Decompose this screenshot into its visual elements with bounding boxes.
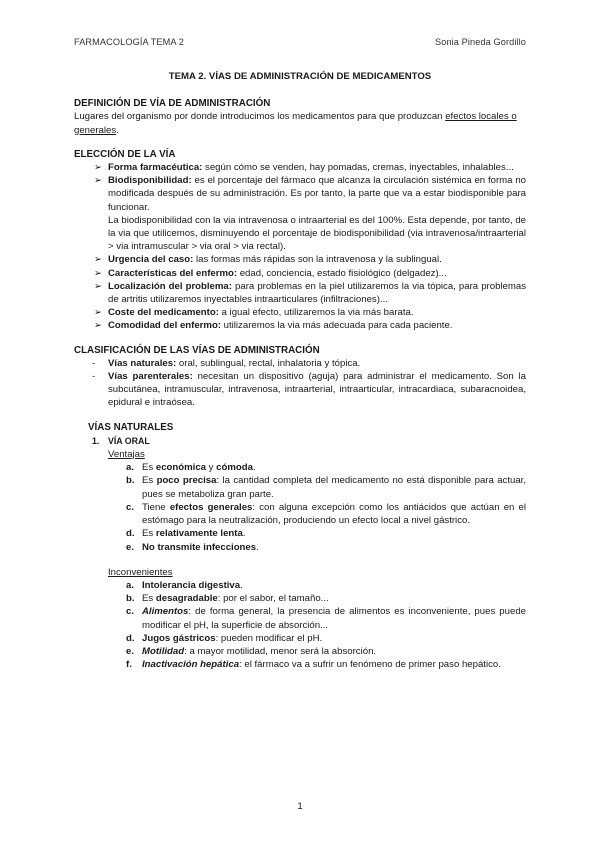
- item-text: : por el sabor, el tamaño...: [217, 593, 329, 605]
- list-item: [126, 605, 526, 631]
- list-item: [126, 645, 526, 658]
- dash-bullet: -: [92, 357, 96, 369]
- list-item: [94, 267, 526, 280]
- item-text: para problemas en la piel utilizaremos la via tópica, para problemas de artritis utilizaremos inyectables intraarticulares (infiltraciones)...: [108, 280, 526, 306]
- item-text: edad, conciencia, estado fisiológico (delgadez)...: [237, 267, 447, 279]
- section-heading: DEFINICIÓN DE VÍA DE ADMINISTRACIÓN: [74, 98, 271, 110]
- item-letter: e.: [126, 645, 135, 657]
- ventajas-label: Ventajas: [108, 449, 145, 461]
- item-text: .: [256, 541, 259, 553]
- section-naturales: [74, 421, 526, 672]
- item-letter: a.: [126, 579, 135, 591]
- item-term: Vías parenterales:: [108, 371, 193, 383]
- emphasis-text: Jugos gástricos: [142, 632, 216, 644]
- page-content: [74, 70, 526, 671]
- list-item: [92, 370, 526, 410]
- emphasis-text: poco precisa: [156, 475, 217, 487]
- number: 1.: [92, 435, 100, 446]
- arrow-bullet: ➢: [94, 254, 103, 266]
- emphasis-text: Alimentos: [142, 606, 189, 618]
- item-text: Es: [142, 528, 156, 540]
- emphasis-text: económica: [155, 462, 206, 474]
- item-text: .: [252, 462, 256, 474]
- sub-heading: VÍA ORAL: [108, 435, 150, 446]
- item-extra: La biodisponibilidad con la via intravenosa o intraarterial es del 100%. Esta depende, por tanto, de la via que utilicemos, disminuyendo el porcentaje de biodisponibilidad (via intravenosa/intraarterial > via intramuscular > via oral > via rectal).: [108, 214, 526, 253]
- arrow-bullet: ➢: [94, 175, 103, 187]
- item-text: según cómo se venden, hay pomadas, cremas, inyectables, inhalables...: [202, 162, 514, 174]
- item-letter: d.: [126, 632, 135, 644]
- list-item: [126, 527, 526, 540]
- section-heading: VÍAS NATURALES: [88, 421, 174, 433]
- definition-paragraph: [74, 110, 526, 136]
- item-text: las formas más rápidas son la intravenosa y la sublingual.: [193, 254, 442, 266]
- arrow-bullet: ➢: [94, 267, 103, 279]
- emphasis-text: desagradable: [155, 593, 218, 605]
- arrow-bullet: ➢: [94, 162, 103, 174]
- arrow-bullet: ➢: [94, 280, 103, 292]
- dash-bullet: -: [92, 371, 96, 383]
- list-item: [126, 592, 526, 605]
- list-item: [94, 306, 526, 319]
- item-term: Forma farmacéutica:: [108, 162, 203, 174]
- definition-text: Lugares del organismo por donde introducimos los medicamentos para que produzcan: [74, 111, 446, 123]
- emphasis-text: Inactivación hepática: [142, 659, 240, 671]
- item-term: Vías naturales:: [108, 357, 177, 369]
- item-text: a igual efecto, utilizaremos la via más barata.: [218, 307, 414, 319]
- list-item: [126, 474, 526, 500]
- item-letter: b.: [126, 593, 135, 605]
- item-text: : de forma general, la presencia de alimentos es inconveniente, pues puede modificar el pH, la superficie de absorción...: [142, 606, 526, 631]
- list-item: [126, 541, 526, 554]
- item-letter: c.: [126, 606, 135, 618]
- arrow-bullet: ➢: [94, 320, 103, 332]
- section-eleccion: [74, 148, 526, 333]
- emphasis-text: efectos generales: [169, 501, 253, 513]
- item-term: Biodisponibilidad:: [108, 175, 192, 187]
- item-letter: e.: [126, 541, 135, 553]
- inconvenientes-list: [74, 579, 526, 671]
- page-number: 1: [297, 801, 303, 812]
- item-text: necesitan un dispositivo (aguja) para administrar el medicamento. Son la subcutánea, intramuscular, intravenosa, intraarterial, intraarticular, intracardiaca, subaracnoidea, epidural e intraósea.: [108, 371, 526, 409]
- item-text: .: [242, 528, 246, 540]
- clasificacion-list: [74, 357, 526, 410]
- section-definicion: [74, 97, 526, 137]
- list-item: [126, 579, 526, 592]
- list-item: [126, 632, 526, 645]
- list-item: [94, 174, 526, 253]
- item-letter: f.: [126, 659, 132, 671]
- section-heading: ELECCIÓN DE LA VÍA: [74, 148, 176, 160]
- ventajas-list: [74, 461, 526, 553]
- emphasis-text: No transmite infecciones: [142, 541, 257, 553]
- emphasis-text: Intolerancia digestiva: [142, 579, 241, 591]
- definition-underlined: efectos locales o generales: [74, 111, 517, 136]
- eleccion-list: [74, 161, 526, 333]
- item-letter: b.: [126, 475, 135, 487]
- item-term: Comodidad del enfermo:: [108, 320, 221, 332]
- section-heading: CLASIFICACIÓN DE LAS VÍAS DE ADMINISTRACIÓN: [74, 344, 320, 356]
- item-term: Características del enfermo:: [108, 267, 238, 279]
- list-item: [94, 319, 526, 332]
- item-text: : pueden modificar el pH.: [215, 632, 323, 644]
- header-left: FARMACOLOGÍA TEMA 2: [74, 37, 184, 47]
- section-clasificacion: [74, 344, 526, 410]
- list-item: [126, 501, 526, 527]
- item-text: : la cantidad completa del medicamento no está disponible para actuar, pues se metaboliza gran parte.: [142, 475, 526, 500]
- definition-end: .: [116, 124, 119, 136]
- arrow-bullet: ➢: [94, 307, 103, 319]
- inconvenientes-label: Inconvenientes: [108, 566, 173, 578]
- emphasis-text: Motilidad: [142, 645, 185, 657]
- emphasis-text: relativamente lenta: [155, 528, 243, 540]
- list-item: [94, 253, 526, 266]
- item-text: Es: [142, 475, 157, 487]
- item-term: Localización del problema:: [108, 280, 232, 292]
- item-text: Es: [142, 462, 156, 474]
- item-text: Tiene: [142, 501, 170, 513]
- page-title: TEMA 2. VÍAS DE ADMINISTRACIÓN DE MEDICAMENTOS: [168, 71, 432, 82]
- list-item: [94, 161, 526, 174]
- item-text: Es: [142, 593, 156, 605]
- item-letter: d.: [126, 528, 135, 540]
- item-text: y: [206, 462, 217, 474]
- item-text: : con alguna excepción como los antiácidos que actúan en el estómago para la neutralización, produciendo un efecto local a nivel gástrico.: [142, 501, 527, 527]
- item-letter: c.: [126, 501, 135, 513]
- header-right: Sonia Pineda Gordillo: [435, 37, 526, 47]
- item-text: es el porcentaje del fármaco que alcanza la circulación sistémica en forma no modificada después de su administración. Es por tanto, la parte que va a estar biodisponible para funcionar.: [108, 175, 526, 213]
- item-text: : a mayor motilidad, menor será la absorción.: [184, 645, 377, 657]
- list-item: [126, 461, 526, 474]
- numbered-heading: [74, 435, 526, 448]
- list-item: [94, 280, 526, 306]
- item-term: Coste del medicamento:: [108, 307, 219, 319]
- item-text: : el fármaco va a sufrir un fenómeno de primer paso hepático.: [239, 659, 501, 671]
- list-item: [126, 658, 526, 671]
- emphasis-text: cómoda: [216, 462, 253, 474]
- item-text: oral, sublingual, rectal, inhalatoria y tópica.: [176, 357, 361, 369]
- item-text: utilizaremos la via más adecuada para cada paciente.: [221, 320, 453, 332]
- item-letter: a.: [126, 462, 135, 474]
- list-item: [92, 357, 526, 370]
- item-term: Urgencia del caso:: [108, 254, 194, 266]
- item-text: .: [240, 579, 243, 591]
